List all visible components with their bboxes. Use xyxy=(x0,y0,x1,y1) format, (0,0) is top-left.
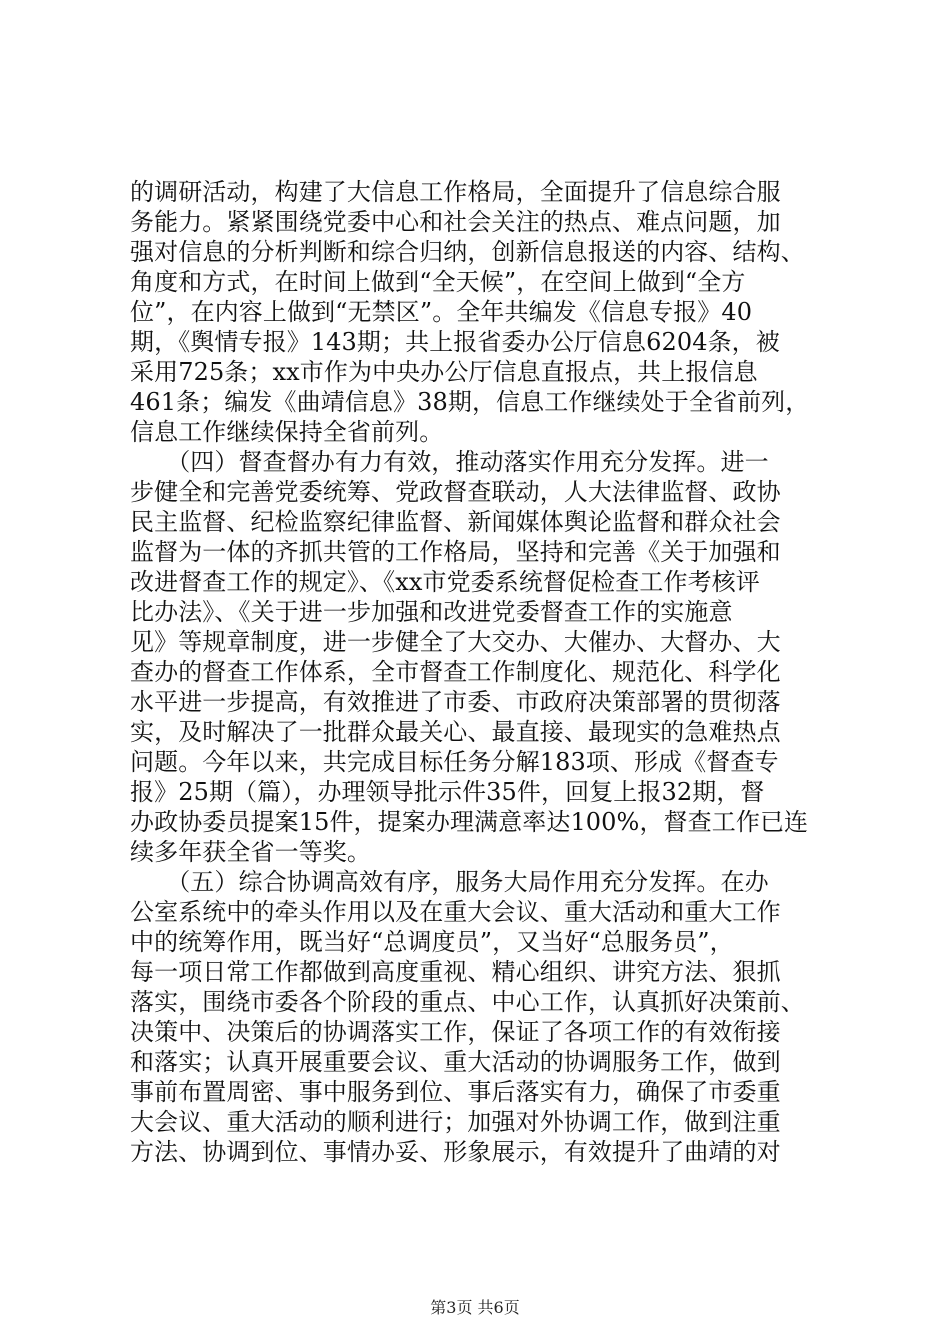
text-line: 强对信息的分析判断和综合归纳，创新信息报送的内容、结构、 xyxy=(130,238,805,266)
page-footer: 第3页 共6页 xyxy=(430,1298,520,1317)
text-line: 续多年获全省一等奖。 xyxy=(130,838,371,866)
text-line: 大会议、重大活动的顺利进行；加强对外协调工作，做到注重 xyxy=(130,1108,781,1136)
text-line: 位”，在内容上做到“无禁区”。全年共编发《信息专报》40 xyxy=(130,298,753,326)
text-line: 实，及时解决了一批群众最关心、最直接、最现实的急难热点 xyxy=(130,718,781,746)
text-line: 决策中、决策后的协调落实工作，保证了各项工作的有效衔接 xyxy=(130,1018,781,1046)
text-line: 中的统筹作用，既当好“总调度员”，又当好“总服务员”， xyxy=(130,928,734,956)
text-line: 和落实；认真开展重要会议、重大活动的协调服务工作，做到 xyxy=(130,1048,781,1076)
text-line: 见》等规章制度，进一步健全了大交办、大催办、大督办、大 xyxy=(130,628,781,656)
text-line: 民主监督、纪检监察纪律监督、新闻媒体舆论监督和群众社会 xyxy=(130,508,781,536)
text-line: 务能力。紧紧围绕党委中心和社会关注的热点、难点问题，加 xyxy=(130,208,781,236)
text-line: 期，《舆情专报》143期；共上报省委办公厅信息6204条，被 xyxy=(130,328,780,356)
text-line: 公室系统中的牵头作用以及在重大会议、重大活动和重大工作 xyxy=(130,898,781,926)
text-line: 角度和方式，在时间上做到“全天候”，在空间上做到“全方 xyxy=(130,268,746,296)
text-line: 步健全和完善党委统筹、党政督查联动，人大法律监督、政协 xyxy=(130,478,781,506)
body-text xyxy=(130,177,835,1167)
text-line: （五）综合协调高效有序，服务大局作用充分发挥。在办 xyxy=(130,868,769,896)
text-line: 比办法》、《关于进一步加强和改进党委督查工作的实施意 xyxy=(130,598,733,626)
text-line: 每一项日常工作都做到高度重视、精心组织、讲究方法、狠抓 xyxy=(130,958,781,986)
text-line: 事前布置周密、事中服务到位、事后落实有力，确保了市委重 xyxy=(130,1078,781,1106)
text-line: 信息工作继续保持全省前列。 xyxy=(130,418,444,446)
text-line: 办政协委员提案15件，提案办理满意率达100%，督查工作已连 xyxy=(130,808,809,836)
text-line: 报》25期（篇），办理领导批示件35件，回复上报32期，督 xyxy=(130,778,765,806)
text-line: 的调研活动，构建了大信息工作格局，全面提升了信息综合服 xyxy=(130,178,781,206)
text-line: 461条；编发《曲靖信息》38期，信息工作继续处于全省前列， xyxy=(130,388,810,416)
text-line: 查办的督查工作体系，全市督查工作制度化、规范化、科学化 xyxy=(130,658,781,686)
text-line: 监督为一体的齐抓共管的工作格局，坚持和完善《关于加强和 xyxy=(130,538,781,566)
text-line: 问题。今年以来，共完成目标任务分解183项、形成《督查专 xyxy=(130,748,779,776)
text-line: 改进督查工作的规定》、《xx市党委系统督促检查工作考核评 xyxy=(130,568,760,596)
text-line: （四）督查督办有力有效，推动落实作用充分发挥。进一 xyxy=(130,448,769,476)
text-line: 落实，围绕市委各个阶段的重点、中心工作，认真抓好决策前、 xyxy=(130,988,805,1016)
text-line: 水平进一步提高，有效推进了市委、市政府决策部署的贯彻落 xyxy=(130,688,781,716)
text-line: 方法、协调到位、事情办妥、形象展示，有效提升了曲靖的对 xyxy=(130,1138,781,1166)
text-line: 采用725条；xx市作为中央办公厅信息直报点，共上报信息 xyxy=(130,358,758,386)
